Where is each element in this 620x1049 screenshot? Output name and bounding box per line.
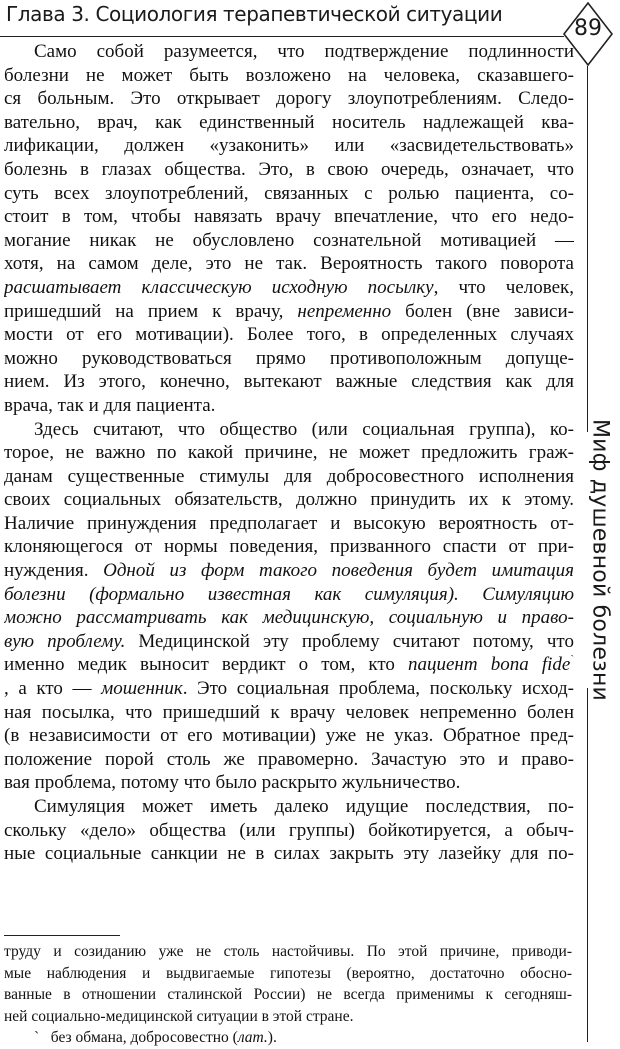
text-run: , а кто —: [4, 678, 102, 700]
text-line: Наличие принуждения предполагает и высокую вероятность от-: [4, 512, 574, 534]
text-line: [4, 300, 574, 324]
text-line: положение порой столь же правомерно. Зачастую это и право-: [4, 748, 574, 770]
italic-phrase: лат.: [237, 1029, 268, 1046]
text-line: ная посылка, что пришедший к врачу человек непременно болен: [4, 701, 574, 723]
text-line: врача, так и для пациента.: [4, 394, 216, 416]
text-line: [4, 677, 574, 701]
italic-phrase: непременно: [297, 300, 392, 322]
text-line: [4, 653, 574, 677]
text-line: [4, 630, 574, 654]
footnote-marker: `: [570, 654, 574, 667]
text-line: болезни (формально известная как симуляция). Симуляцию: [4, 583, 574, 605]
footnotes: [4, 941, 572, 1049]
text-run: без обмана, добросовестно (: [50, 1029, 238, 1046]
text-run: Медицинской эту проблему считают потому, что: [125, 630, 574, 652]
footnote-line: ванные в отношении сталинской России) не всегда применимы к сегодняш-: [4, 986, 572, 1003]
text-line: торое, не важно по какой причине, не может предложить граж-: [4, 442, 574, 464]
text-run: нуждения.: [4, 560, 104, 582]
text-line: мости от его мотивации). Более того, в определенных случаях: [4, 324, 574, 346]
text-run: . Это социальная проблема, поскольку исход-: [182, 678, 574, 700]
side-rule-bottom: [587, 688, 588, 1042]
text-line: [4, 276, 574, 300]
side-book-title: Миф душевной болезни: [587, 418, 613, 702]
text-run: ).: [267, 1029, 277, 1046]
text-line: Симуляция может иметь далеко идущие последствия, по-: [34, 796, 574, 817]
text-line: ные социальные санкции не в силах закрыть эту лазейку для по-: [4, 843, 574, 865]
text-run: , что человек,: [433, 276, 574, 298]
footnote-bona-fide: [4, 1027, 572, 1049]
text-line: вательно, врач, как единственный носитель надлежащей ква-: [4, 111, 574, 133]
header-rule: [0, 36, 564, 37]
footnote-line: труду и созиданию уже не столь настойчивы. По этой причине, приводи-: [4, 943, 572, 960]
text-line: стоит в том, чтобы навязать врачу впечатление, что его недо-: [4, 206, 574, 228]
text-line: болезнь в глазах общества. Это, в свою очередь, означает, что: [4, 158, 574, 180]
italic-phrase: расшатывает классическую исходную посылку: [4, 276, 434, 298]
italic-phrase: Одной из форм такого поведения будет имитация: [103, 560, 574, 582]
running-head: Глава 3. Социология терапевтической ситуации: [6, 2, 503, 26]
text-line: ся больным. Это открывает дорогу злоупотреблениям. Следо-: [4, 88, 574, 110]
text-line: нием. Из этого, конечно, вытекают важные следствия как для: [4, 371, 574, 393]
text-run: болен (вне зависи-: [391, 300, 574, 322]
body-text: [4, 40, 574, 866]
text-line: лификации, должен «узаконить» или «засвидетельствовать»: [4, 135, 574, 157]
footnote-line: ней социально-медицинской ситуации в этой стране.: [4, 1007, 354, 1025]
text-line: можно рассматривать как медицинскую, социальную и право-: [4, 607, 574, 629]
text-line: могание никак не обусловлено сознательной мотивацией —: [4, 229, 574, 251]
italic-phrase: вую проблему.: [4, 630, 126, 652]
page-number: 89: [574, 16, 602, 41]
text-run: пришедший на прием к врачу,: [4, 300, 298, 322]
footnote-line: мые наблюдения и выдвигаемые гипотезы (вероятно, достаточно обосно-: [4, 964, 572, 982]
text-line: Само собой разумеется, что подтверждение подлинности: [34, 41, 574, 62]
text-line: [4, 559, 574, 583]
text-line: суть всех злоупотреблений, связанных с ролью пациента, со-: [4, 182, 574, 204]
text-line: (в независимости от его мотивации) уже не указ. Обратное пред-: [4, 725, 574, 747]
text-line: данам существенные стимулы для добросовестного исполнения: [4, 465, 574, 487]
text-line: своих социальных обязательств, должно принудить их к этому.: [4, 489, 574, 511]
text-line: Здесь считают, что общество (или социальная группа), ко-: [34, 418, 574, 440]
italic-phrase: мошенник: [101, 678, 183, 700]
italic-phrase: пациент bona fide: [408, 654, 571, 676]
text-line: скольку «дело» общества (или группы) бойкотируется, а обыч-: [4, 819, 574, 841]
text-run: именно медик выносит вердикт о том, кто: [4, 654, 408, 676]
text-line: можно руководствоваться прямо противоположным допуще-: [4, 347, 574, 369]
footnote-marker: `: [34, 1029, 40, 1046]
footnote-rule: [4, 935, 120, 936]
side-rule-top: [587, 66, 588, 432]
text-line: вая проблема, потому что было раскрыто жульничество.: [4, 772, 461, 794]
text-line: хотя, на самом деле, это не так. Вероятность такого поворота: [4, 253, 574, 275]
text-line: болезни не может быть возложено на человека, сказавшего-: [4, 64, 574, 86]
text-line: клоняющегося от нормы поведения, призванного спасти от при-: [4, 536, 574, 558]
